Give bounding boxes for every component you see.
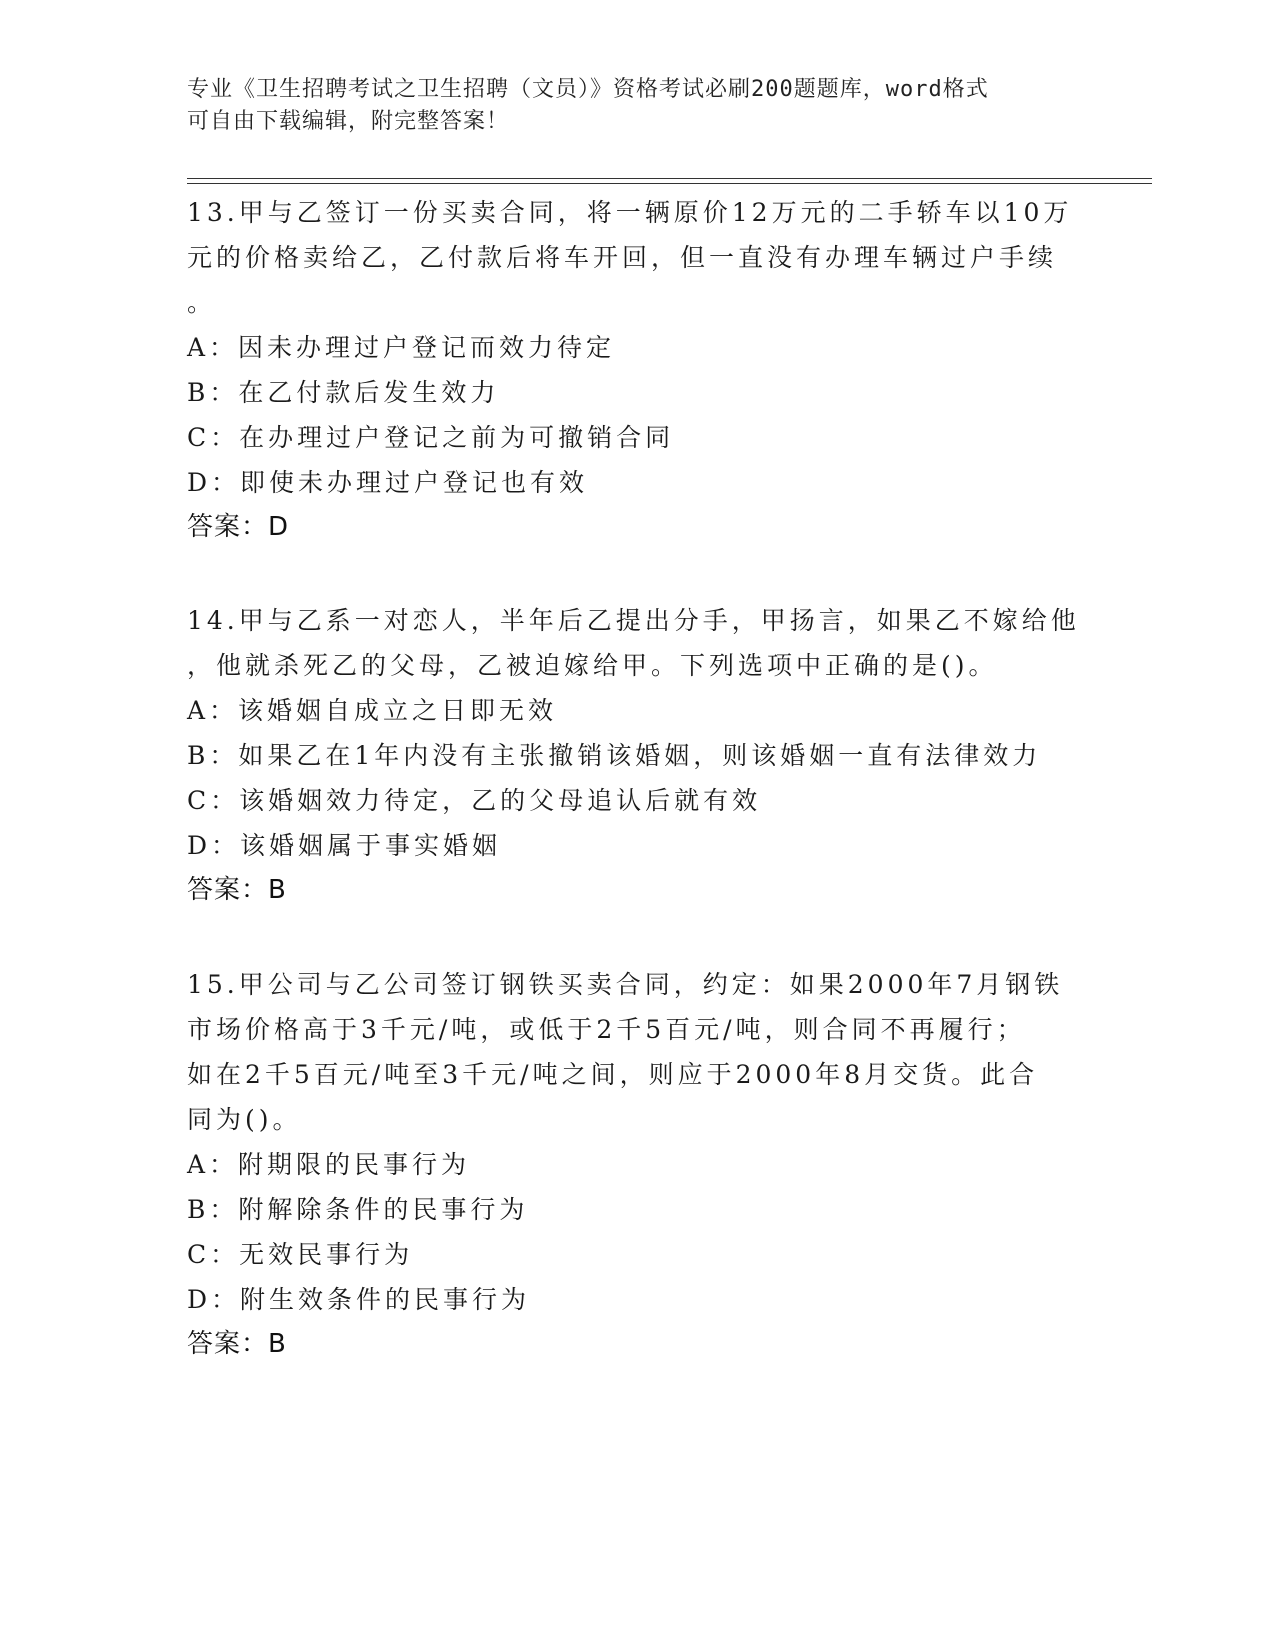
option-a: A：附期限的民事行为 — [187, 1150, 471, 1179]
option-b: B：在乙付款后发生效力 — [187, 378, 500, 407]
answer-label: 答案：B — [187, 875, 287, 905]
header-divider-top — [187, 178, 1152, 179]
option-b: B：附解除条件的民事行为 — [187, 1195, 529, 1224]
question-text-line: ，他就杀死乙的父母，乙被迫嫁给甲。下列选项中正确的是()。 — [187, 651, 998, 680]
document-header — [187, 74, 1067, 138]
header-line-1: 专业《卫生招聘考试之卫生招聘（文员）》资格考试必刷200题题库，word格式 — [187, 77, 989, 102]
question-13 — [187, 190, 1087, 550]
question-text-line: 同为()。 — [187, 1105, 302, 1134]
option-c: C：在办理过户登记之前为可撤销合同 — [187, 423, 675, 452]
question-text-line: 如在2千5百元/吨至3千元/吨之间，则应于2000年8月交货。此合 — [187, 1060, 1039, 1089]
option-d: D：附生效条件的民事行为 — [187, 1285, 531, 1314]
question-text-line: 市场价格高于3千元/吨，或低于2千5百元/吨，则合同不再履行； — [187, 1015, 1026, 1044]
header-line-2: 可自由下载编辑，附完整答案！ — [187, 109, 510, 134]
header-divider-bottom — [187, 183, 1152, 184]
question-15 — [187, 962, 1087, 1367]
question-14 — [187, 598, 1087, 913]
option-a: A：因未办理过户登记而效力待定 — [187, 333, 616, 362]
option-a: A：该婚姻自成立之日即无效 — [187, 696, 558, 725]
option-c: C：无效民事行为 — [187, 1240, 414, 1269]
option-b: B：如果乙在1年内没有主张撤销该婚姻，则该婚姻一直有法律效力 — [187, 741, 1042, 770]
question-text-line: 15.甲公司与乙公司签订钢铁买卖合同，约定：如果2000年7月钢铁 — [187, 970, 1064, 999]
question-text-line: 元的价格卖给乙，乙付款后将车开回，但一直没有办理车辆过户手续 — [187, 243, 1058, 272]
question-text-line: 。 — [187, 288, 217, 317]
question-text-line: 14.甲与乙系一对恋人，半年后乙提出分手，甲扬言，如果乙不嫁给他 — [187, 606, 1080, 635]
answer-label: 答案：D — [187, 512, 290, 542]
question-text-line: 13.甲与乙签订一份买卖合同，将一辆原价12万元的二手轿车以10万 — [187, 198, 1073, 227]
option-d: D：即使未办理过户登记也有效 — [187, 468, 589, 497]
option-c: C：该婚姻效力待定，乙的父母追认后就有效 — [187, 786, 762, 815]
option-d: D：该婚姻属于事实婚姻 — [187, 831, 502, 860]
answer-label: 答案：B — [187, 1329, 287, 1359]
